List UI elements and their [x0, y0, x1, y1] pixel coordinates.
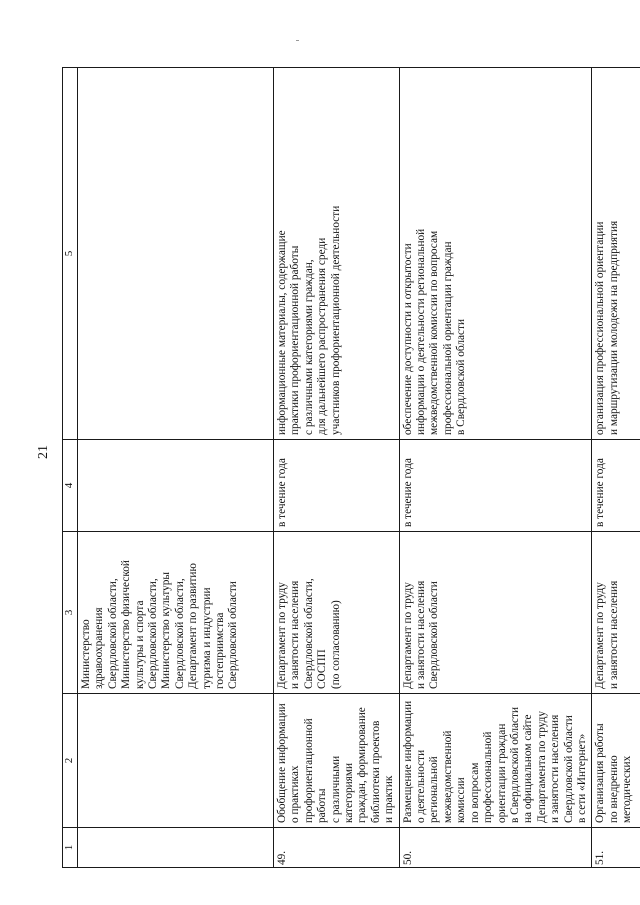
table-header-row [63, 68, 78, 868]
row-number: 51. [592, 828, 640, 868]
executors-cell: Департамент по труду и занятости населения Свердловской области, СОСПП (по согласованию) [274, 532, 400, 694]
result-cell: обеспечение доступности и открытости информации о деятельности региональной межведомственной комиссии по вопросам профессиональной ориентации граждан в Свердловской области [399, 68, 592, 440]
header-col-3: 3 [63, 532, 78, 694]
rotated-table-container [62, 68, 634, 868]
event-cell: Обобщение информации о практиках профориентационной работы с различными категориями граждан, формирование библиотеки проектов и практик [274, 694, 400, 828]
header-col-2: 2 [63, 694, 78, 828]
term-cell: в течение года [274, 440, 400, 532]
event-cell: Организация работы по внедрению методических [592, 694, 640, 828]
plan-table [62, 67, 640, 868]
header-col-1: 1 [63, 828, 78, 868]
table-row [399, 68, 592, 868]
row-number: 50. [399, 828, 592, 868]
result-cell: информационные материалы, содержащие практики профориентационной работы с различными категориями граждан, для дальнейшего распространения среди участников профориентационной деятельности [274, 68, 400, 440]
term-cell [78, 440, 274, 532]
term-cell: в течение года [399, 440, 592, 532]
header-col-4: 4 [63, 440, 78, 532]
row-number: 49. [274, 828, 400, 868]
table-row [78, 68, 274, 868]
page-number: 21 [36, 445, 51, 459]
event-cell: Размещение информации о деятельности региональной межведомственной комиссии по вопросам профессиональной ориентации граждан в Свердловской области на официальном сайте Департамента по труду и занятости населения Свердловской области в сети «Интернет» [399, 694, 592, 828]
event-cell [78, 694, 274, 828]
executors-cell: Департамент по труду и занятости населения [592, 532, 640, 694]
result-cell [78, 68, 274, 440]
row-number [78, 828, 274, 868]
executors-cell: Департамент по труду и занятости населения Свердловской области [399, 532, 592, 694]
table-row [592, 68, 640, 868]
scan-artifact [296, 40, 299, 41]
executors-cell: Министерство здравоохранения Свердловской области, Министерство физической культуры и спорта Свердловской области, Министерство культуры Свердловской области, Департамент по развитию туризма и индустрии гостеприимства Свердловской области [78, 532, 274, 694]
term-cell: в течение года [592, 440, 640, 532]
table-row [274, 68, 400, 868]
header-col-5: 5 [63, 68, 78, 440]
result-cell: организация профессиональной ориентации и маршрутизации молодежи на предприятия [592, 68, 640, 440]
